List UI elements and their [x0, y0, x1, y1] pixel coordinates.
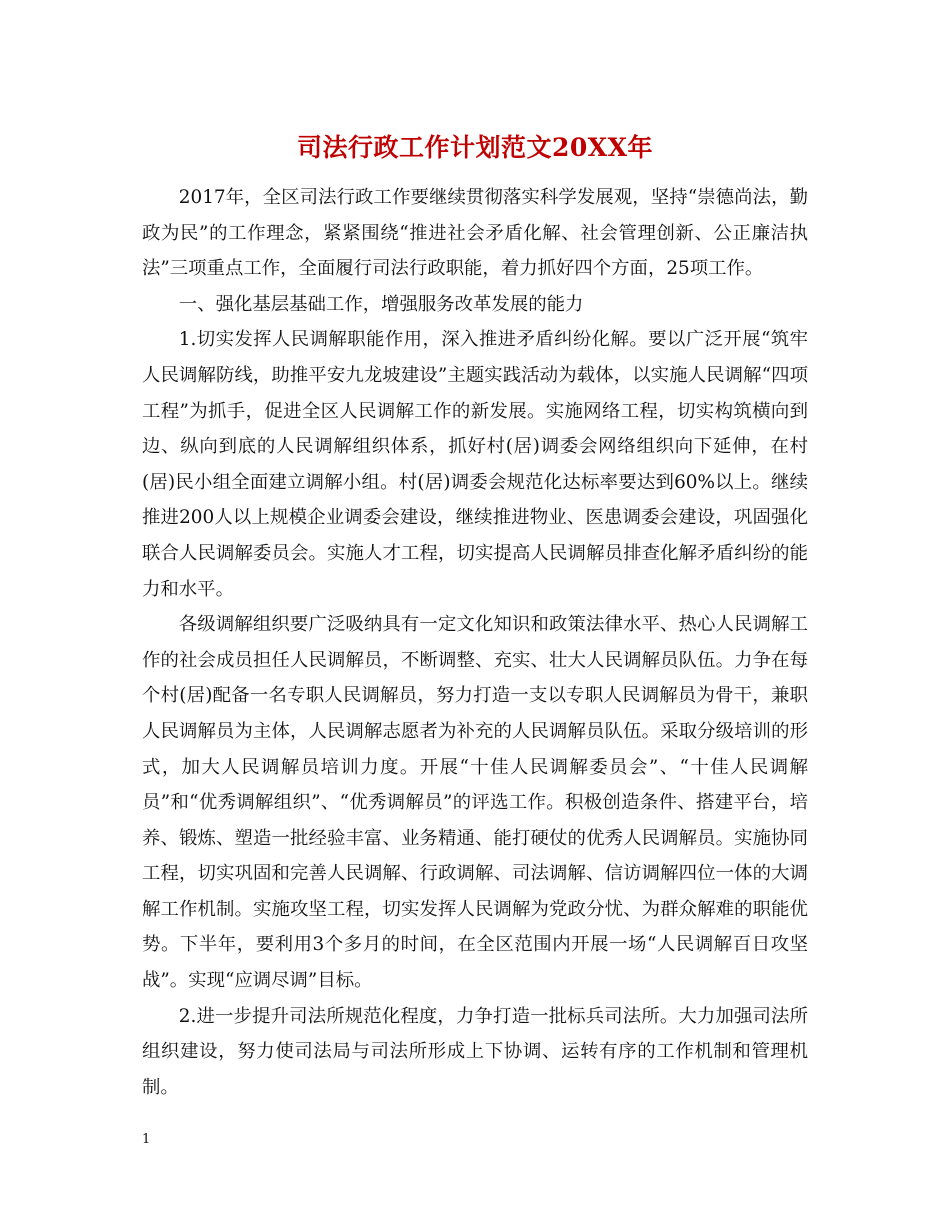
paragraph-item-1: 1.切实发挥人民调解职能作用，深入推进矛盾纠纷化解。要以广泛开展“筑牢人民调解防线，助推平安九龙坡建设”主题实践活动为载体，以实施人民调解“四项工程”为抓手，促进全区人民调解工作的新发展。实施网络工程，切实构筑横向到边、纵向到底的人民调解组织体系，抓好村(居)调委会网络组织向下延伸，在村(居)民小组全面建立调解小组。村(居)调委会规范化达标率要达到60%以上。继续推进200人以上规模企业调委会建设，继续推进物业、医患调委会建设，巩固强化联合人民调解委员会。实施人才工程，切实提高人民调解员排查化解矛盾纠纷的能力和水平。: [142, 329, 808, 600]
document-title: 司法行政工作计划范文20XX年: [296, 133, 654, 162]
page-number: 1: [142, 1132, 151, 1147]
paragraph-item-2: 2.进一步提升司法所规范化程度，力争打造一批标兵司法所。大力加强司法所组织建设，努力使司法局与司法所形成上下协调、运转有序的工作机制和管理机制。: [142, 1005, 808, 1098]
section-heading: 一、强化基层基础工作，增强服务改革发展的能力: [178, 293, 584, 315]
paragraph-mediators: 各级调解组织要广泛吸纳具有一定文化知识和政策法律水平、热心人民调解工作的社会成员担任人民调解员，不断调整、充实、壮大人民调解员队伍。力争在每个村(居)配备一名专职人民调解员，努力打造一支以专职人民调解员为骨干，兼职人民调解员为主体，人民调解志愿者为补充的人民调解员队伍。采取分级培训的形式，加大人民调解员培训力度。开展“十佳人民调解委员会”、“十佳人民调解员”和“优秀调解组织”、“优秀调解员”的评选工作。积极创造条件、搭建平台，培养、锻炼、塑造一批经验丰富、业务精通、能打硬仗的优秀人民调解员。实施协同工程，切实巩固和完善人民调解、行政调解、司法调解、信访调解四位一体的大调解工作机制。实施攻坚工程，切实发挥人民调解为党政分忧、为群众解难的职能优势。下半年，要利用3个多月的时间，在全区范围内开展一场“人民调解百日攻坚战”。实现“应调尽调”目标。: [142, 614, 808, 992]
document-body: [142, 180, 808, 1105]
paragraph-intro: 2017年，全区司法行政工作要继续贯彻落实科学发展观，坚持“崇德尚法，勤政为民”的工作理念，紧紧围绕“推进社会矛盾化解、社会管理创新、公正廉洁执法”三项重点工作，全面履行司法行政职能，着力抓好四个方面，25项工作。: [142, 187, 808, 280]
